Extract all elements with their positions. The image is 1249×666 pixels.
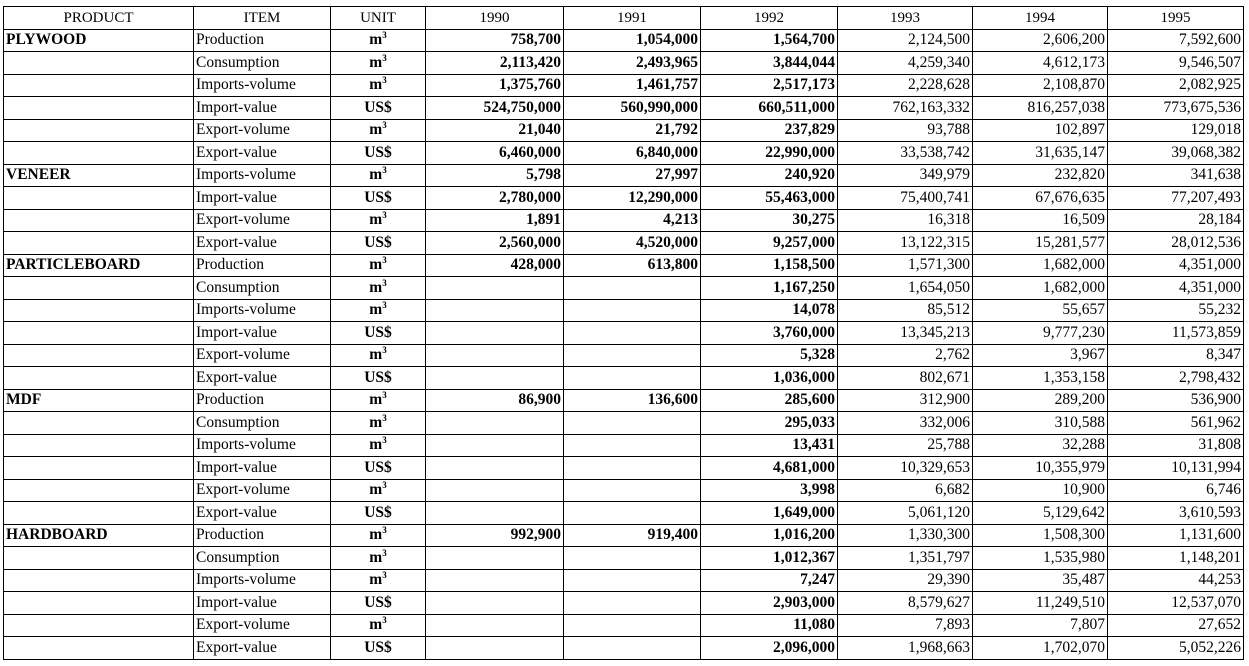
value-cell: 524,750,000 bbox=[426, 97, 564, 120]
value-cell: 14,078 bbox=[701, 299, 838, 322]
value-cell: 7,592,600 bbox=[1108, 29, 1244, 52]
table-row bbox=[4, 592, 1244, 615]
value-cell: 5,328 bbox=[701, 344, 838, 367]
value-cell: 6,840,000 bbox=[564, 142, 701, 165]
product-cell bbox=[4, 637, 194, 660]
header-year: 1994 bbox=[973, 7, 1108, 30]
item-cell: Export-volume bbox=[194, 209, 331, 232]
value-cell bbox=[426, 299, 564, 322]
value-cell: 2,560,000 bbox=[426, 232, 564, 255]
value-cell: 39,068,382 bbox=[1108, 142, 1244, 165]
product-cell bbox=[4, 119, 194, 142]
value-cell: 1,330,300 bbox=[838, 524, 973, 547]
value-cell: 1,016,200 bbox=[701, 524, 838, 547]
value-cell: 1,351,797 bbox=[838, 547, 973, 570]
item-cell: Export-value bbox=[194, 142, 331, 165]
value-cell: 1,571,300 bbox=[838, 254, 973, 277]
item-cell: Export-volume bbox=[194, 119, 331, 142]
value-cell: 5,052,226 bbox=[1108, 637, 1244, 660]
value-cell: 55,232 bbox=[1108, 299, 1244, 322]
value-cell: 4,351,000 bbox=[1108, 254, 1244, 277]
value-cell: 1,375,760 bbox=[426, 74, 564, 97]
wood-products-table bbox=[3, 6, 1244, 660]
value-cell: 16,318 bbox=[838, 209, 973, 232]
product-cell bbox=[4, 74, 194, 97]
value-cell: 4,259,340 bbox=[838, 52, 973, 75]
value-cell: 13,431 bbox=[701, 434, 838, 457]
value-cell bbox=[426, 592, 564, 615]
unit-cell: $m^3$ bbox=[331, 479, 426, 502]
value-cell: 1,461,757 bbox=[564, 74, 701, 97]
item-cell: Consumption bbox=[194, 412, 331, 435]
value-cell: 1,054,000 bbox=[564, 29, 701, 52]
table-row bbox=[4, 389, 1244, 412]
value-cell: 536,900 bbox=[1108, 389, 1244, 412]
value-cell: 8,347 bbox=[1108, 344, 1244, 367]
item-cell: Imports-volume bbox=[194, 74, 331, 97]
value-cell: 10,900 bbox=[973, 479, 1108, 502]
value-cell: 35,487 bbox=[973, 569, 1108, 592]
value-cell: 2,124,500 bbox=[838, 29, 973, 52]
value-cell: 1,353,158 bbox=[973, 367, 1108, 390]
value-cell: 7,893 bbox=[838, 614, 973, 637]
unit-cell: $m^3$ bbox=[331, 569, 426, 592]
header-year: 1995 bbox=[1108, 7, 1244, 30]
table-row bbox=[4, 299, 1244, 322]
header-year: 1990 bbox=[426, 7, 564, 30]
table-row bbox=[4, 74, 1244, 97]
table-row bbox=[4, 277, 1244, 300]
value-cell bbox=[564, 614, 701, 637]
unit-cell: US$ bbox=[331, 142, 426, 165]
value-cell: 11,249,510 bbox=[973, 592, 1108, 615]
value-cell bbox=[426, 277, 564, 300]
table-row bbox=[4, 142, 1244, 165]
value-cell: 21,040 bbox=[426, 119, 564, 142]
header-year: 1993 bbox=[838, 7, 973, 30]
value-cell bbox=[426, 502, 564, 525]
table-row bbox=[4, 232, 1244, 255]
table-row bbox=[4, 637, 1244, 660]
product-cell bbox=[4, 457, 194, 480]
unit-cell: US$ bbox=[331, 457, 426, 480]
table-row bbox=[4, 187, 1244, 210]
value-cell: 762,163,332 bbox=[838, 97, 973, 120]
product-cell bbox=[4, 187, 194, 210]
value-cell: 15,281,577 bbox=[973, 232, 1108, 255]
value-cell: 240,920 bbox=[701, 164, 838, 187]
table-row bbox=[4, 524, 1244, 547]
product-cell bbox=[4, 592, 194, 615]
value-cell bbox=[426, 367, 564, 390]
value-cell: 310,588 bbox=[973, 412, 1108, 435]
unit-cell: $m^3$ bbox=[331, 299, 426, 322]
value-cell: 13,345,213 bbox=[838, 322, 973, 345]
value-cell: 29,390 bbox=[838, 569, 973, 592]
item-cell: Imports-volume bbox=[194, 299, 331, 322]
value-cell bbox=[426, 322, 564, 345]
product-cell: PARTICLEBOARD bbox=[4, 254, 194, 277]
unit-cell: US$ bbox=[331, 367, 426, 390]
value-cell: 13,122,315 bbox=[838, 232, 973, 255]
unit-cell: $m^3$ bbox=[331, 254, 426, 277]
unit-cell: $m^3$ bbox=[331, 74, 426, 97]
value-cell bbox=[426, 412, 564, 435]
table-row bbox=[4, 344, 1244, 367]
unit-cell: $m^3$ bbox=[331, 119, 426, 142]
value-cell: 2,493,965 bbox=[564, 52, 701, 75]
value-cell: 1,682,000 bbox=[973, 254, 1108, 277]
value-cell bbox=[564, 502, 701, 525]
value-cell: 1,148,201 bbox=[1108, 547, 1244, 570]
table-row bbox=[4, 29, 1244, 52]
value-cell: 9,546,507 bbox=[1108, 52, 1244, 75]
value-cell bbox=[564, 479, 701, 502]
value-cell: 1,564,700 bbox=[701, 29, 838, 52]
product-cell bbox=[4, 614, 194, 637]
value-cell: 7,807 bbox=[973, 614, 1108, 637]
value-cell: 561,962 bbox=[1108, 412, 1244, 435]
product-cell bbox=[4, 209, 194, 232]
value-cell: 919,400 bbox=[564, 524, 701, 547]
header-row bbox=[4, 7, 1244, 30]
product-cell bbox=[4, 52, 194, 75]
table-row bbox=[4, 97, 1244, 120]
value-cell: 1,131,600 bbox=[1108, 524, 1244, 547]
unit-cell: $m^3$ bbox=[331, 164, 426, 187]
unit-cell: US$ bbox=[331, 232, 426, 255]
item-cell: Import-value bbox=[194, 187, 331, 210]
table-row bbox=[4, 547, 1244, 570]
value-cell: 28,184 bbox=[1108, 209, 1244, 232]
product-cell bbox=[4, 142, 194, 165]
header-item: ITEM bbox=[194, 7, 331, 30]
header-unit: UNIT bbox=[331, 7, 426, 30]
value-cell: 2,798,432 bbox=[1108, 367, 1244, 390]
table-row bbox=[4, 164, 1244, 187]
product-cell bbox=[4, 322, 194, 345]
unit-cell: $m^3$ bbox=[331, 209, 426, 232]
value-cell: 237,829 bbox=[701, 119, 838, 142]
value-cell: 3,844,044 bbox=[701, 52, 838, 75]
item-cell: Export-value bbox=[194, 502, 331, 525]
value-cell: 102,897 bbox=[973, 119, 1108, 142]
table-row bbox=[4, 479, 1244, 502]
item-cell: Export-volume bbox=[194, 479, 331, 502]
value-cell: 660,511,000 bbox=[701, 97, 838, 120]
value-cell: 129,018 bbox=[1108, 119, 1244, 142]
unit-cell: $m^3$ bbox=[331, 277, 426, 300]
value-cell bbox=[564, 547, 701, 570]
unit-cell: $m^3$ bbox=[331, 547, 426, 570]
value-cell: 1,702,070 bbox=[973, 637, 1108, 660]
value-cell: 1,158,500 bbox=[701, 254, 838, 277]
value-cell: 1,535,980 bbox=[973, 547, 1108, 570]
table-row bbox=[4, 614, 1244, 637]
value-cell: 9,257,000 bbox=[701, 232, 838, 255]
item-cell: Production bbox=[194, 524, 331, 547]
unit-cell: $m^3$ bbox=[331, 389, 426, 412]
item-cell: Imports-volume bbox=[194, 164, 331, 187]
value-cell: 758,700 bbox=[426, 29, 564, 52]
value-cell: 2,780,000 bbox=[426, 187, 564, 210]
value-cell: 341,638 bbox=[1108, 164, 1244, 187]
value-cell: 11,573,859 bbox=[1108, 322, 1244, 345]
item-cell: Export-volume bbox=[194, 344, 331, 367]
value-cell: 10,355,979 bbox=[973, 457, 1108, 480]
value-cell bbox=[426, 434, 564, 457]
table-row bbox=[4, 119, 1244, 142]
value-cell: 30,275 bbox=[701, 209, 838, 232]
value-cell: 10,131,994 bbox=[1108, 457, 1244, 480]
value-cell bbox=[564, 637, 701, 660]
value-cell: 2,082,925 bbox=[1108, 74, 1244, 97]
product-cell bbox=[4, 232, 194, 255]
value-cell: 349,979 bbox=[838, 164, 973, 187]
table-row bbox=[4, 209, 1244, 232]
item-cell: Import-value bbox=[194, 322, 331, 345]
value-cell: 428,000 bbox=[426, 254, 564, 277]
unit-cell: US$ bbox=[331, 637, 426, 660]
value-cell: 2,517,173 bbox=[701, 74, 838, 97]
value-cell: 22,990,000 bbox=[701, 142, 838, 165]
value-cell bbox=[426, 344, 564, 367]
product-cell: HARDBOARD bbox=[4, 524, 194, 547]
product-cell bbox=[4, 479, 194, 502]
unit-cell: US$ bbox=[331, 592, 426, 615]
value-cell: 33,538,742 bbox=[838, 142, 973, 165]
value-cell: 9,777,230 bbox=[973, 322, 1108, 345]
value-cell: 2,228,628 bbox=[838, 74, 973, 97]
value-cell: 312,900 bbox=[838, 389, 973, 412]
value-cell: 613,800 bbox=[564, 254, 701, 277]
value-cell: 55,463,000 bbox=[701, 187, 838, 210]
product-cell bbox=[4, 367, 194, 390]
item-cell: Import-value bbox=[194, 457, 331, 480]
value-cell: 3,967 bbox=[973, 344, 1108, 367]
table-row bbox=[4, 569, 1244, 592]
value-cell: 32,288 bbox=[973, 434, 1108, 457]
value-cell: 4,681,000 bbox=[701, 457, 838, 480]
value-cell bbox=[564, 412, 701, 435]
value-cell: 25,788 bbox=[838, 434, 973, 457]
value-cell: 31,808 bbox=[1108, 434, 1244, 457]
value-cell: 55,657 bbox=[973, 299, 1108, 322]
value-cell bbox=[564, 322, 701, 345]
item-cell: Production bbox=[194, 389, 331, 412]
value-cell: 28,012,536 bbox=[1108, 232, 1244, 255]
value-cell bbox=[564, 367, 701, 390]
value-cell: 1,654,050 bbox=[838, 277, 973, 300]
value-cell: 1,508,300 bbox=[973, 524, 1108, 547]
unit-cell: $m^3$ bbox=[331, 52, 426, 75]
value-cell: 295,033 bbox=[701, 412, 838, 435]
item-cell: Consumption bbox=[194, 277, 331, 300]
unit-cell: $m^3$ bbox=[331, 344, 426, 367]
item-cell: Production bbox=[194, 29, 331, 52]
item-cell: Production bbox=[194, 254, 331, 277]
value-cell: 6,746 bbox=[1108, 479, 1244, 502]
value-cell: 93,788 bbox=[838, 119, 973, 142]
value-cell: 3,998 bbox=[701, 479, 838, 502]
unit-cell: $m^3$ bbox=[331, 614, 426, 637]
value-cell: 2,606,200 bbox=[973, 29, 1108, 52]
table-row bbox=[4, 367, 1244, 390]
item-cell: Import-value bbox=[194, 592, 331, 615]
value-cell: 85,512 bbox=[838, 299, 973, 322]
value-cell: 11,080 bbox=[701, 614, 838, 637]
unit-cell: US$ bbox=[331, 97, 426, 120]
value-cell bbox=[564, 457, 701, 480]
value-cell: 285,600 bbox=[701, 389, 838, 412]
unit-cell: $m^3$ bbox=[331, 29, 426, 52]
value-cell: 21,792 bbox=[564, 119, 701, 142]
value-cell: 1,167,250 bbox=[701, 277, 838, 300]
value-cell: 332,006 bbox=[838, 412, 973, 435]
item-cell: Export-value bbox=[194, 232, 331, 255]
table-body bbox=[4, 29, 1244, 659]
value-cell: 75,400,741 bbox=[838, 187, 973, 210]
table-row bbox=[4, 254, 1244, 277]
product-cell bbox=[4, 569, 194, 592]
value-cell: 136,600 bbox=[564, 389, 701, 412]
value-cell: 2,903,000 bbox=[701, 592, 838, 615]
item-cell: Export-volume bbox=[194, 614, 331, 637]
item-cell: Consumption bbox=[194, 547, 331, 570]
item-cell: Export-value bbox=[194, 637, 331, 660]
unit-cell: US$ bbox=[331, 502, 426, 525]
value-cell: 4,520,000 bbox=[564, 232, 701, 255]
header-year: 1992 bbox=[701, 7, 838, 30]
product-cell: MDF bbox=[4, 389, 194, 412]
value-cell bbox=[564, 344, 701, 367]
value-cell: 1,649,000 bbox=[701, 502, 838, 525]
value-cell: 27,652 bbox=[1108, 614, 1244, 637]
product-cell bbox=[4, 277, 194, 300]
value-cell: 1,012,367 bbox=[701, 547, 838, 570]
value-cell bbox=[564, 277, 701, 300]
header-product: PRODUCT bbox=[4, 7, 194, 30]
value-cell bbox=[426, 479, 564, 502]
value-cell: 31,635,147 bbox=[973, 142, 1108, 165]
product-cell bbox=[4, 299, 194, 322]
value-cell: 1,891 bbox=[426, 209, 564, 232]
value-cell: 773,675,536 bbox=[1108, 97, 1244, 120]
value-cell: 992,900 bbox=[426, 524, 564, 547]
product-cell bbox=[4, 502, 194, 525]
value-cell bbox=[564, 434, 701, 457]
value-cell: 5,061,120 bbox=[838, 502, 973, 525]
item-cell: Imports-volume bbox=[194, 569, 331, 592]
value-cell: 12,537,070 bbox=[1108, 592, 1244, 615]
value-cell: 10,329,653 bbox=[838, 457, 973, 480]
value-cell bbox=[426, 614, 564, 637]
value-cell: 12,290,000 bbox=[564, 187, 701, 210]
value-cell: 2,096,000 bbox=[701, 637, 838, 660]
item-cell: Consumption bbox=[194, 52, 331, 75]
product-cell: PLYWOOD bbox=[4, 29, 194, 52]
item-cell: Export-value bbox=[194, 367, 331, 390]
item-cell: Imports-volume bbox=[194, 434, 331, 457]
value-cell: 5,798 bbox=[426, 164, 564, 187]
product-cell bbox=[4, 434, 194, 457]
value-cell: 6,460,000 bbox=[426, 142, 564, 165]
unit-cell: $m^3$ bbox=[331, 524, 426, 547]
value-cell: 77,207,493 bbox=[1108, 187, 1244, 210]
value-cell: 2,113,420 bbox=[426, 52, 564, 75]
header-year: 1991 bbox=[564, 7, 701, 30]
value-cell: 560,990,000 bbox=[564, 97, 701, 120]
table-row bbox=[4, 502, 1244, 525]
value-cell bbox=[564, 299, 701, 322]
product-cell bbox=[4, 412, 194, 435]
value-cell: 16,509 bbox=[973, 209, 1108, 232]
value-cell: 1,036,000 bbox=[701, 367, 838, 390]
value-cell: 6,682 bbox=[838, 479, 973, 502]
value-cell bbox=[426, 637, 564, 660]
value-cell: 67,676,635 bbox=[973, 187, 1108, 210]
value-cell bbox=[564, 569, 701, 592]
value-cell bbox=[564, 592, 701, 615]
value-cell: 1,682,000 bbox=[973, 277, 1108, 300]
product-cell bbox=[4, 547, 194, 570]
table-row bbox=[4, 412, 1244, 435]
value-cell: 4,213 bbox=[564, 209, 701, 232]
value-cell: 3,610,593 bbox=[1108, 502, 1244, 525]
value-cell: 289,200 bbox=[973, 389, 1108, 412]
product-cell bbox=[4, 344, 194, 367]
value-cell bbox=[426, 457, 564, 480]
item-cell: Import-value bbox=[194, 97, 331, 120]
product-cell: VENEER bbox=[4, 164, 194, 187]
unit-cell: $m^3$ bbox=[331, 434, 426, 457]
unit-cell: US$ bbox=[331, 322, 426, 345]
value-cell: 4,351,000 bbox=[1108, 277, 1244, 300]
unit-cell: US$ bbox=[331, 187, 426, 210]
value-cell: 816,257,038 bbox=[973, 97, 1108, 120]
table-row bbox=[4, 52, 1244, 75]
table-row bbox=[4, 434, 1244, 457]
value-cell: 2,762 bbox=[838, 344, 973, 367]
value-cell: 802,671 bbox=[838, 367, 973, 390]
unit-cell: $m^3$ bbox=[331, 412, 426, 435]
table-row bbox=[4, 322, 1244, 345]
value-cell: 7,247 bbox=[701, 569, 838, 592]
value-cell: 5,129,642 bbox=[973, 502, 1108, 525]
product-cell bbox=[4, 97, 194, 120]
value-cell bbox=[426, 569, 564, 592]
value-cell: 8,579,627 bbox=[838, 592, 973, 615]
table-row bbox=[4, 457, 1244, 480]
value-cell: 1,968,663 bbox=[838, 637, 973, 660]
value-cell: 2,108,870 bbox=[973, 74, 1108, 97]
value-cell: 27,997 bbox=[564, 164, 701, 187]
value-cell: 44,253 bbox=[1108, 569, 1244, 592]
value-cell: 4,612,173 bbox=[973, 52, 1108, 75]
value-cell: 232,820 bbox=[973, 164, 1108, 187]
value-cell: 3,760,000 bbox=[701, 322, 838, 345]
value-cell: 86,900 bbox=[426, 389, 564, 412]
value-cell bbox=[426, 547, 564, 570]
